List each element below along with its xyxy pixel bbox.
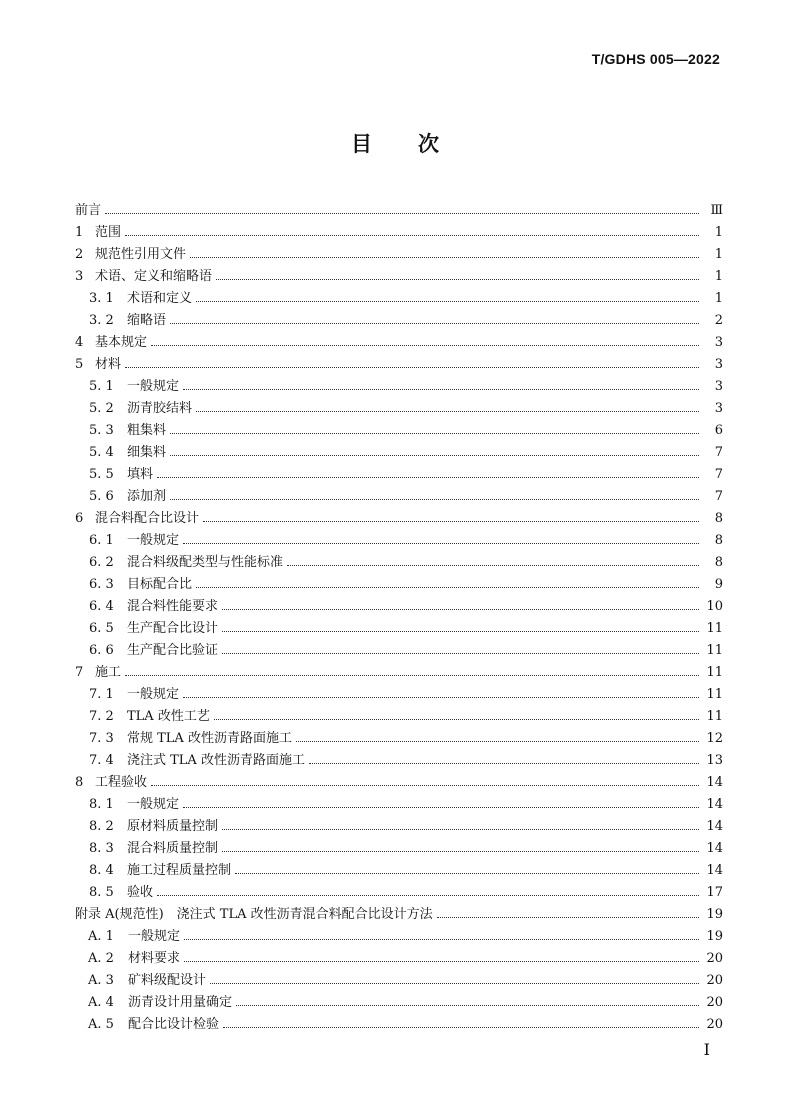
toc-dot-leader	[223, 1027, 699, 1028]
toc-entry[interactable]	[75, 574, 723, 596]
toc-dot-leader	[151, 345, 699, 346]
toc-entry-label: 一般规定	[128, 929, 181, 944]
toc-dot-leader	[236, 1005, 699, 1006]
toc-entry-page: 20	[706, 973, 723, 988]
toc-entry-page: 1	[714, 291, 723, 306]
footer-page-number: I	[703, 1040, 710, 1059]
toc-entry[interactable]	[75, 860, 723, 882]
toc-entry-page: 3	[714, 401, 723, 416]
toc-entry[interactable]	[75, 838, 723, 860]
toc-dot-leader	[105, 213, 699, 214]
toc-entry-number: 6	[75, 511, 84, 526]
toc-dot-leader	[210, 983, 699, 984]
toc-entry-page: 7	[714, 489, 723, 504]
toc-dot-leader	[170, 499, 699, 500]
toc-dot-leader	[125, 367, 699, 368]
toc-entry-page: 8	[714, 555, 723, 570]
toc-entry-label: 验收	[127, 885, 154, 900]
toc-entry-label: 工程验收	[95, 775, 148, 790]
toc-dot-leader	[196, 411, 699, 412]
toc-entry-page: 11	[706, 687, 723, 702]
toc-entry-number: 8	[75, 775, 84, 790]
toc-entry-number: 8. 5	[89, 885, 114, 900]
toc-entry-page: 7	[714, 445, 723, 460]
toc-entry-number: 6. 6	[89, 643, 114, 658]
toc-entry[interactable]	[75, 530, 723, 552]
toc-dot-leader	[296, 741, 699, 742]
toc-entry-page: 19	[706, 907, 723, 922]
toc-entry[interactable]	[75, 442, 723, 464]
toc-entry[interactable]	[75, 662, 723, 684]
document-code: T/GDHS 005—2022	[591, 51, 720, 67]
toc-dot-leader	[183, 543, 699, 544]
toc-entry-page: 20	[706, 1017, 723, 1032]
toc-dot-leader	[184, 961, 699, 962]
toc-dot-leader	[170, 455, 699, 456]
toc-entry[interactable]	[75, 750, 723, 772]
toc-entry-label: 附录 A(规范性) 浇注式 TLA 改性沥青混合料配合比设计方法	[75, 907, 433, 922]
toc-entry[interactable]	[75, 420, 723, 442]
toc-entry-page: 11	[706, 665, 723, 680]
toc-entry-page: 14	[706, 819, 723, 834]
toc-entry-number: 5. 4	[89, 445, 114, 460]
toc-dot-leader	[170, 323, 699, 324]
toc-dot-leader	[125, 675, 699, 676]
toc-entry-label: 细集料	[127, 445, 167, 460]
toc-entry-page: 8	[714, 533, 723, 548]
toc-entry-page: 10	[706, 599, 723, 614]
toc-entry[interactable]	[75, 222, 723, 244]
toc-entry-label: 术语、定义和缩略语	[95, 269, 213, 284]
toc-entry-number: 6. 2	[89, 555, 114, 570]
toc-entry-page: 3	[714, 379, 723, 394]
toc-entry-page: 17	[706, 885, 723, 900]
page-title-part1: 目	[351, 132, 372, 156]
toc-entry-number: 4	[75, 335, 84, 350]
toc-entry-page: 12	[706, 731, 723, 746]
toc-entry-number: 5	[75, 357, 84, 372]
toc-dot-leader	[183, 697, 699, 698]
toc-entry-page: 11	[706, 709, 723, 724]
toc-entry[interactable]	[75, 948, 723, 970]
toc-entry-page: 3	[714, 357, 723, 372]
toc-dot-leader	[437, 917, 699, 918]
toc-dot-leader	[216, 279, 699, 280]
toc-entry-page: 13	[706, 753, 723, 768]
toc-entry-number: 8. 2	[89, 819, 114, 834]
toc-entry-page: 19	[706, 929, 723, 944]
toc-dot-leader	[203, 521, 699, 522]
toc-entry-page: 20	[706, 995, 723, 1010]
toc-entry[interactable]	[75, 332, 723, 354]
toc-entry-page: 7	[714, 467, 723, 482]
toc-entry-number: 2	[75, 247, 84, 262]
toc-entry-label: 一般规定	[127, 533, 180, 548]
toc-dot-leader	[190, 257, 699, 258]
toc-dot-leader	[235, 873, 699, 874]
toc-entry[interactable]	[75, 376, 723, 398]
toc-entry[interactable]	[75, 970, 723, 992]
toc-entry-number: 6. 3	[89, 577, 114, 592]
toc-entry[interactable]	[75, 772, 723, 794]
toc-entry[interactable]	[75, 926, 723, 948]
toc-entry-number: A. 4	[88, 995, 114, 1010]
toc-entry-label: 一般规定	[127, 379, 180, 394]
page-title-part2: 次	[418, 132, 439, 156]
toc-entry-page: 1	[714, 225, 723, 240]
toc-entry[interactable]	[75, 508, 723, 530]
toc-dot-leader	[125, 235, 699, 236]
toc-entry-label: 一般规定	[127, 797, 180, 812]
toc-entry-number: A. 5	[88, 1017, 114, 1032]
toc-dot-leader	[196, 301, 699, 302]
toc-entry[interactable]	[75, 904, 723, 926]
toc-entry-label: 矿料级配设计	[128, 973, 207, 988]
toc-entry-number: 6. 4	[89, 599, 114, 614]
toc-dot-leader	[222, 851, 699, 852]
toc-entry-label: 前言	[75, 203, 102, 218]
toc-entry-page: 6	[714, 423, 723, 438]
toc-dot-leader	[222, 653, 699, 654]
toc-dot-leader	[222, 609, 699, 610]
toc-entry-page: 14	[706, 775, 723, 790]
toc-entry-number: 5. 1	[89, 379, 114, 394]
toc-entry[interactable]	[75, 1014, 723, 1036]
toc-entry-label: 混合料质量控制	[127, 841, 219, 856]
toc-dot-leader	[183, 389, 699, 390]
toc-entry-page: 11	[706, 643, 723, 658]
toc-entry-label: 配合比设计检验	[128, 1017, 220, 1032]
toc-entry-number: 6. 1	[89, 533, 114, 548]
toc-dot-leader	[287, 565, 699, 566]
toc-entry-page: 20	[706, 951, 723, 966]
toc-entry[interactable]	[75, 816, 723, 838]
page-title	[0, 128, 790, 158]
toc-dot-leader	[184, 939, 699, 940]
toc-entry-number: 7	[75, 665, 84, 680]
toc-entry[interactable]	[75, 992, 723, 1014]
toc-entry-number: 3	[75, 269, 84, 284]
toc-entry-label: 原材料质量控制	[127, 819, 219, 834]
toc-entry[interactable]	[75, 640, 723, 662]
toc-dot-leader	[170, 433, 699, 434]
toc-entry-label: 一般规定	[127, 687, 180, 702]
toc-entry-label: 混合料性能要求	[127, 599, 219, 614]
toc-entry[interactable]	[75, 310, 723, 332]
toc-entry[interactable]	[75, 398, 723, 420]
toc-entry-label: 生产配合比设计	[127, 621, 219, 636]
toc-entry-number: 7. 4	[89, 753, 114, 768]
toc-entry-label: 术语和定义	[127, 291, 193, 306]
toc-entry[interactable]	[75, 200, 723, 222]
toc-entry[interactable]	[75, 354, 723, 376]
toc-entry-label: 混合料级配类型与性能标准	[127, 555, 284, 570]
toc-entry[interactable]	[75, 552, 723, 574]
toc-entry-number: A. 3	[88, 973, 114, 988]
toc-entry-label: 材料要求	[128, 951, 181, 966]
toc-entry-label: 粗集料	[127, 423, 167, 438]
toc-entry-label: 施工过程质量控制	[127, 863, 232, 878]
table-of-contents	[75, 200, 723, 1036]
toc-dot-leader	[222, 631, 699, 632]
toc-entry-label: 规范性引用文件	[95, 247, 187, 262]
toc-entry[interactable]	[75, 728, 723, 750]
toc-entry-number: 5. 3	[89, 423, 114, 438]
toc-entry[interactable]	[75, 244, 723, 266]
toc-entry-page: 8	[714, 511, 723, 526]
toc-entry-label: 浇注式 TLA 改性沥青路面施工	[127, 753, 305, 768]
toc-entry-page: 14	[706, 797, 723, 812]
toc-entry-label: 填料	[127, 467, 154, 482]
toc-entry-page: 9	[714, 577, 723, 592]
toc-entry[interactable]	[75, 706, 723, 728]
toc-entry-number: 5. 5	[89, 467, 114, 482]
toc-entry-number: A. 2	[88, 951, 114, 966]
toc-entry-page: 1	[714, 269, 723, 284]
toc-entry[interactable]	[75, 794, 723, 816]
toc-dot-leader	[309, 763, 699, 764]
toc-entry-number: 5. 2	[89, 401, 114, 416]
toc-entry-label: 沥青胶结料	[127, 401, 193, 416]
toc-entry-label: TLA 改性工艺	[127, 709, 210, 724]
toc-dot-leader	[196, 587, 699, 588]
toc-entry-number: 6. 5	[89, 621, 114, 636]
toc-entry-number: 7. 3	[89, 731, 114, 746]
toc-dot-leader	[222, 829, 699, 830]
toc-entry-number: 7. 2	[89, 709, 114, 724]
toc-entry[interactable]	[75, 288, 723, 310]
toc-entry[interactable]	[75, 618, 723, 640]
toc-dot-leader	[157, 895, 699, 896]
toc-entry-number: 3. 2	[89, 313, 114, 328]
toc-entry-number: 3. 1	[89, 291, 114, 306]
toc-entry-page: 1	[714, 247, 723, 262]
toc-entry-page: 14	[706, 863, 723, 878]
toc-entry[interactable]	[75, 266, 723, 288]
toc-entry-label: 常规 TLA 改性沥青路面施工	[127, 731, 292, 746]
toc-entry-page: Ⅲ	[710, 203, 723, 218]
toc-entry[interactable]	[75, 684, 723, 706]
toc-entry-label: 沥青设计用量确定	[128, 995, 233, 1010]
toc-entry-page: 14	[706, 841, 723, 856]
toc-entry-number: 8. 1	[89, 797, 114, 812]
toc-dot-leader	[151, 785, 699, 786]
toc-entry-label: 添加剂	[127, 489, 167, 504]
toc-entry-number: 7. 1	[89, 687, 114, 702]
toc-entry-number: A. 1	[88, 929, 114, 944]
toc-entry-page: 2	[714, 313, 723, 328]
toc-dot-leader	[157, 477, 699, 478]
toc-entry-label: 材料	[95, 357, 122, 372]
toc-entry-label: 目标配合比	[127, 577, 193, 592]
toc-entry-number: 1	[75, 225, 84, 240]
toc-entry-label: 混合料配合比设计	[95, 511, 200, 526]
toc-entry-number: 8. 4	[89, 863, 114, 878]
toc-entry[interactable]	[75, 464, 723, 486]
toc-entry-label: 范围	[95, 225, 122, 240]
toc-entry[interactable]	[75, 486, 723, 508]
toc-entry-label: 基本规定	[95, 335, 148, 350]
toc-entry-label: 缩略语	[127, 313, 167, 328]
toc-dot-leader	[214, 719, 699, 720]
toc-entry-label: 施工	[95, 665, 122, 680]
toc-entry-page: 11	[706, 621, 723, 636]
toc-entry-number: 5. 6	[89, 489, 114, 504]
toc-entry[interactable]	[75, 882, 723, 904]
toc-entry-label: 生产配合比验证	[127, 643, 219, 658]
toc-entry[interactable]	[75, 596, 723, 618]
toc-entry-number: 8. 3	[89, 841, 114, 856]
toc-dot-leader	[183, 807, 699, 808]
toc-entry-page: 3	[714, 335, 723, 350]
